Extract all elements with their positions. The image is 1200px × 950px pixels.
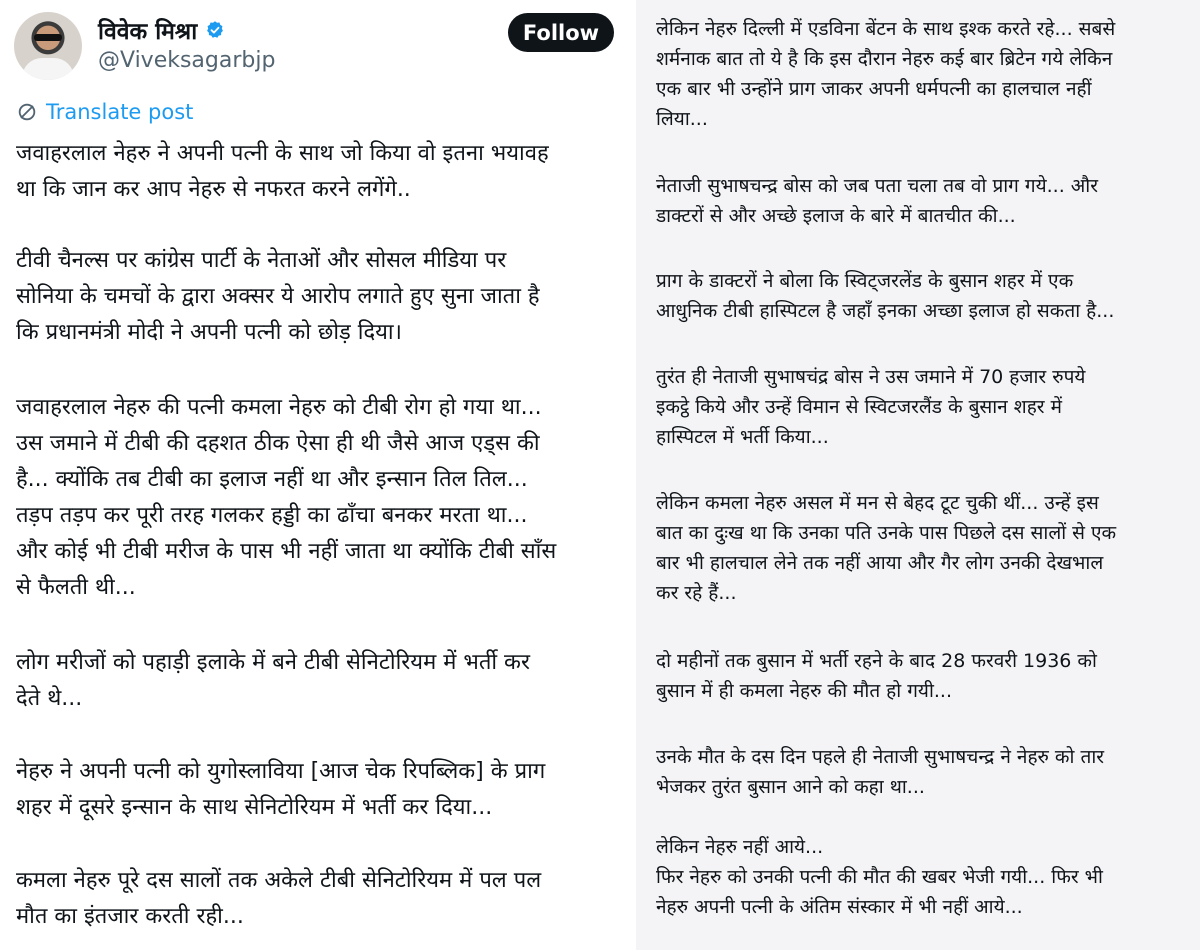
tweet-paragraph: लोग मरीजों को पहाड़ी इलाके में बने टीबी सेनिटोरियम में भर्ती कर देते थे... — [16, 650, 530, 711]
continued-paragraph: लेकिन नेहरु दिल्ली में एडविना बेंटन के साथ इश्क करते रहे... सबसे शर्मनाक बात तो ये है कि इस दौरान नेहरु कई बार ब्रिटेन गये लेकिन एक बार भी उन्होंने प्राग जाकर अपनी धर्मपत्नी का हालचाल नहीं लिया... — [656, 18, 1116, 130]
avatar-shirt — [22, 58, 74, 80]
continued-paragraph: लेकिन कमला नेहरु असल में मन से बेहद टूट चुकी थीं... उन्हें इस बात का दुःख था कि उनका पति उनके पास पिछले दस सालों से एक बार भी हालचाल लेने तक नहीं आया और गैर लोग उनकी देखभाल कर रहे हैं... — [656, 492, 1117, 604]
translate-post-link[interactable] — [16, 100, 193, 124]
avatar-glasses — [34, 34, 62, 41]
author-handle[interactable]: @Viveksagarbjp — [98, 48, 276, 73]
continued-paragraph: उनके मौत के दस दिन पहले ही नेताजी सुभाषचन्द्र ने नेहरु को तार भेजकर तुरंत बुसान आने को कहा था... — [656, 746, 1105, 798]
tweet-paragraph: जवाहरलाल नेहरु ने अपनी पत्नी के साथ जो किया वो इतना भयावह था कि जान कर आप नेहरु से नफरत करने लगेंगे.. — [16, 141, 549, 202]
tweet-paragraph: कमला नेहरु पूरे दस सालों तक अकेले टीबी सेनिटोरियम में पल पल मौत का इंतजार करती रही... — [16, 868, 542, 929]
continued-paragraph: लेकिन नेहरु नहीं आये... फिर नेहरु को उनकी पत्नी की मौत की खबर भेजी गयी... फिर भी नेहरु अपनी पत्नी के अंतिम संस्कार में भी नहीं आये... — [656, 836, 1103, 918]
verified-badge-icon — [205, 20, 225, 40]
continued-text-panel — [636, 0, 1200, 950]
translate-label: Translate post — [46, 100, 194, 124]
avatar[interactable] — [14, 12, 82, 80]
author-row — [98, 14, 225, 46]
continued-paragraph: दो महीनों तक बुसान में भर्ती रहने के बाद 28 फरवरी 1936 को बुसान में ही कमला नेहरु की मौत हो गयी... — [656, 650, 1097, 702]
continued-paragraph: नेताजी सुभाषचन्द्र बोस को जब पता चला तब वो प्राग गये... और डाक्टरों से और अच्छे इलाज के बारे में बातचीत की... — [656, 175, 1099, 227]
translate-icon — [16, 101, 38, 123]
continued-paragraph: तुरंत ही नेताजी सुभाषचंद्र बोस ने उस जमाने में 70 हजार रुपये इकट्ठे किये और उन्हें विमान से स्विटजरलैंड के बुसान शहर में हास्पिटल में भर्ती किया... — [656, 366, 1086, 448]
author-name[interactable]: विवेक मिश्रा — [98, 19, 198, 45]
follow-button[interactable]: Follow — [508, 13, 614, 52]
continued-paragraph: प्राग के डाक्टरों ने बोला कि स्विट्जरलेंड के बुसान शहर में एक आधुनिक टीबी हास्पिटल है जहाँ इनका अच्छा इलाज हो सकता है... — [656, 270, 1115, 322]
tweet-paragraph: नेहरु ने अपनी पत्नी को युगोस्लाविया [आज चेक रिपब्लिक] के प्राग शहर में दूसरे इन्सान के साथ सेनिटोरियम में भर्ती कर दिया... — [16, 759, 546, 820]
tweet-paragraph: जवाहरलाल नेहरु की पत्नी कमला नेहरु को टीबी रोग हो गया था... उस जमाने में टीबी की दहशत ठीक ऐसा ही थी जैसे आज एड्स की है... क्योंकि तब टीबी का इलाज नहीं था और इन्सान तिल तिल... तड़प तड़प कर पूरी तरह गलकर हड्डी का ढाँचा बनकर मरता था... और कोई भी टीबी मरीज के पास भी नहीं जाता था क्योंकि टीबी साँस से फैलती थी... — [16, 395, 557, 600]
tweet-paragraph: टीवी चैनल्स पर कांग्रेस पार्टी के नेताओं और सोसल मीडिया पर सोनिया के चमचों के द्वारा अक्सर ये आरोप लगाते हुए सुना जाता है कि प्रधानमंत्री मोदी ने अपनी पत्नी को छोड़ दिया। — [16, 248, 540, 345]
